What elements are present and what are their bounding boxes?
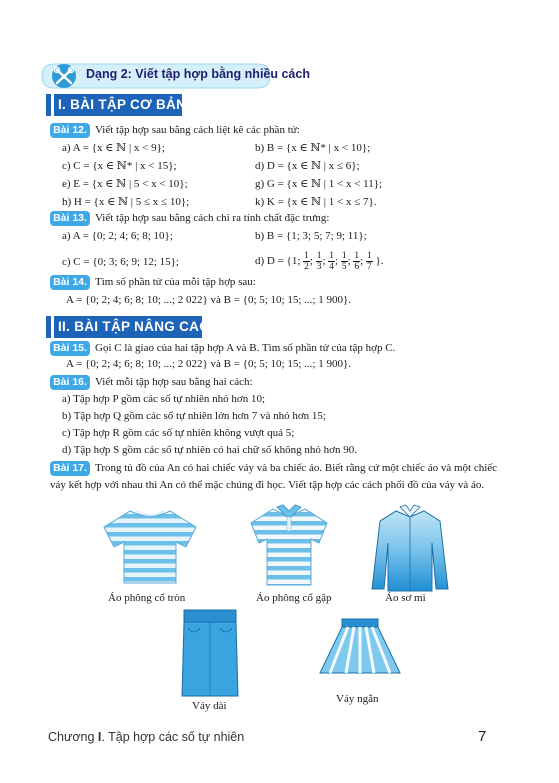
item: k) K = {x ∈ ℕ | 1 < x ≤ 7}. bbox=[255, 196, 377, 208]
exercise-prompt: Viết tập hợp sau bằng cách chỉ ra tính chất đặc trưng: bbox=[95, 212, 330, 224]
fraction bbox=[353, 251, 360, 272]
fraction bbox=[366, 251, 373, 272]
fraction bbox=[341, 251, 348, 272]
denominator: 5 bbox=[341, 261, 347, 272]
section-bar bbox=[46, 94, 51, 116]
numerator: 1 bbox=[354, 250, 360, 261]
exercise-tag: Bài 16. bbox=[50, 375, 90, 390]
section-title: II. BÀI TẬP NÂNG CAO bbox=[58, 319, 211, 334]
denominator: 2 bbox=[304, 261, 309, 272]
tools-icon bbox=[40, 62, 88, 90]
footer-chapter-title: . Tập hợp các số tự nhiên bbox=[101, 730, 245, 744]
item: a) Tập hợp P gồm các số tự nhiên nhỏ hơn 10; bbox=[62, 393, 266, 405]
item: b) Tập hợp Q gồm các số tự nhiên lớn hơn 7 và nhỏ hơn 15; bbox=[62, 410, 326, 422]
polo-shirt-icon bbox=[249, 503, 329, 589]
denominator: 7 bbox=[366, 261, 372, 272]
exercise-prompt: Viết tập hợp sau bằng cách liệt kê các phần tử: bbox=[95, 124, 300, 136]
chapter-footer bbox=[48, 730, 244, 744]
item: d) Tập hợp S gồm các số tự nhiên có hai chữ số không nhỏ hơn 90. bbox=[62, 444, 357, 456]
short-skirt-icon bbox=[318, 617, 402, 677]
numerator: 1 bbox=[304, 250, 309, 261]
fraction bbox=[328, 251, 335, 272]
item: a) A = {x ∈ ℕ | x < 9}; bbox=[62, 142, 165, 154]
banner-title: Dạng 2: Viết tập hợp bằng nhiều cách bbox=[86, 67, 310, 81]
clothing-caption: Áo sơ mi bbox=[385, 592, 426, 604]
item-suffix: }. bbox=[375, 255, 384, 267]
denominator: 3 bbox=[316, 261, 322, 272]
exercise-prompt: Gọi C là giao của hai tập hợp A và B. Tìm số phần tử của tập hợp C. bbox=[95, 342, 396, 354]
item-with-fractions: d) D = {1; $\frac{1}{2}$ ; $\frac{1}{3}$ ; $\frac{1}{4}$ ; $\frac{1}{5}$ ; $\frac{1}{6}$ ; $\frac{1}{7}$ }. bbox=[255, 250, 384, 272]
item: g) G = {x ∈ ℕ | 1 < x < 11}; bbox=[255, 178, 383, 190]
item: h) H = {x ∈ ℕ | 5 ≤ x ≤ 10}; bbox=[62, 196, 190, 208]
exercise-tag: Bài 17. bbox=[50, 461, 90, 476]
exercise-prompt: Tìm số phần tử của mỗi tập hợp sau: bbox=[95, 276, 256, 288]
item: a) A = {0; 2; 4; 6; 8; 10}; bbox=[62, 230, 173, 242]
round-neck-tshirt-icon bbox=[100, 505, 200, 587]
numerator: 1 bbox=[366, 250, 372, 261]
clothing-caption: Áo phông cổ gập bbox=[256, 592, 332, 604]
exercise-tag: Bài 13. bbox=[50, 211, 90, 226]
numerator: 1 bbox=[329, 250, 335, 261]
exercise-tag: Bài 14. bbox=[50, 275, 90, 290]
item: b) B = {1; 3; 5; 7; 9; 11}; bbox=[255, 230, 367, 242]
exercise-prompt: Trong tủ đồ của An có hai chiếc váy và ba chiếc áo. Biết rằng cứ một chiếc áo và một chiếc bbox=[95, 462, 498, 474]
item: b) B = {x ∈ ℕ* | x < 10}; bbox=[255, 142, 371, 154]
clothing-caption: Váy ngắn bbox=[336, 693, 379, 705]
item: e) E = {x ∈ ℕ | 5 < x < 10}; bbox=[62, 178, 188, 190]
footer-chapter-number: I bbox=[97, 730, 102, 744]
fraction bbox=[303, 251, 310, 272]
numerator: 1 bbox=[316, 250, 322, 261]
denominator: 4 bbox=[329, 261, 335, 272]
long-sleeve-shirt-icon bbox=[370, 503, 450, 593]
set-definitions: A = {0; 2; 4; 6; 8; 10; ...; 2 022} và B = {0; 5; 10; 15; ...; 1 900}. bbox=[66, 358, 352, 370]
exercise-prompt: Viết mỗi tập hợp sau bằng hai cách: bbox=[95, 376, 253, 388]
numerator: 1 bbox=[341, 250, 347, 261]
item: d) D = {x ∈ ℕ | x ≤ 6}; bbox=[255, 160, 360, 172]
exercise-prompt-continued: váy kết hợp với nhau thì An có thể mặc chúng đi học. Viết tập hợp các cách phối đồ của váy và áo. bbox=[50, 479, 485, 491]
item-prefix: d) D = {1; bbox=[255, 255, 301, 267]
fraction bbox=[316, 251, 323, 272]
page-number: 7 bbox=[478, 728, 487, 745]
clothing-caption: Áo phông cổ tròn bbox=[108, 592, 186, 604]
exercise-tag: Bài 15. bbox=[50, 341, 90, 356]
footer-prefix: Chương bbox=[48, 730, 98, 744]
item: c) C = {x ∈ ℕ* | x < 15}; bbox=[62, 160, 177, 172]
clothing-caption: Váy dài bbox=[192, 700, 227, 712]
set-definitions: A = {0; 2; 4; 6; 8; 10; ...; 2 022} và B = {0; 5; 10; 15; ...; 1 900}. bbox=[66, 294, 352, 306]
exercise-tag: Bài 12. bbox=[50, 123, 90, 138]
denominator: 6 bbox=[354, 261, 360, 272]
long-skirt-icon bbox=[178, 608, 242, 698]
item: c) Tập hợp R gồm các số tự nhiên không vượt quá 5; bbox=[62, 427, 295, 439]
item: c) C = {0; 3; 6; 9; 12; 15}; bbox=[62, 256, 179, 268]
section-bar bbox=[46, 316, 51, 338]
section-title: I. BÀI TẬP CƠ BẢN bbox=[58, 97, 187, 112]
topic-banner bbox=[40, 62, 310, 90]
